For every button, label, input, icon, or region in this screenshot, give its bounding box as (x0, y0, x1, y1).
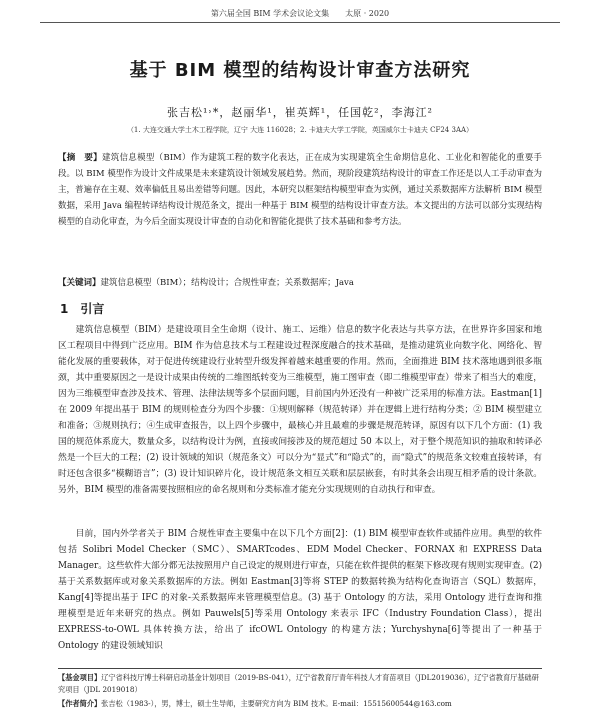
footnote-author-bio (58, 698, 542, 710)
body-paragraph: 目前，国内外学者关于 BIM 合规性审查主要集中在以下几个方面[2]：(1) BIM 模型审查软件或插件应用。典型的软件包括 Solibri Model Checker（SMC）、SMARTcodes、EDM Model Checker、FORNAX 和 EXPRESS Data Manager。这些软件大部分都无法按照用户自己设定的规则进行审查，只能在软件提供的框架下修改现有规则实现审查。(2) 基于关系数据库或对象关系数据库的方法。例如 Eastman[3]等将 STEP 的数据转换为结构化查询语言（SQL）数据库，Kang[4]等提出基于 IFC 的对象-关系数据库来管理模型信息。(3) 基于 Ontology 的方法，采用 Ontology 进行查询和推理模型是近年来研究的热点。例如 Pauwels[5]等采用 Ontology 来表示 IFC（Industry Foundation Class），提出 EXPRESS-to-OWL 具体转换方法，给出了 ifcOWL Ontology 的构建方法；Yurchyshyna[6]等提出了一种基于 Ontology 的建设领域知识 (58, 529, 542, 651)
affiliation: （1. 大连交通大学土木工程学院，辽宁 大连 116028；2. 卡迪夫大学工学院，英国威尔士卡迪夫 CF24 3AA） (126, 126, 474, 134)
footnote-divider (58, 668, 542, 669)
body-paragraph: 建筑信息模型（BIM）是建设项目全生命期（设计、施工、运维）信息的数字化表达与共享方法，在世界许多国家和地区工程项目中得到广泛应用。BIM 作为信息技术与工程建设过程深度融合的技术基础，是推动建筑业向数字化、网络化、智能化发展的重要载体，对于促进传统建设行业转型升级发挥着越来越重要的作用。然而，全面推进 BIM 技术落地遇到很多瓶颈，其中重要原因之一是设计成果由传统的二维图纸转变为三维模型，施工图审查（即二维模型审查）带来了相当大的难度，因为三维模型审查涉及技术、管理、法律法规等多个层面问题，目前国内外还没有一种被广泛采用的标准方法。Eastman[1]在 2009 年提出基于 BIM 的规则检查分为四个步骤：①规则解释（规范转译）并在逻辑上进行结构分类；② BIM 模型建立和准备；③规则执行；④生成审查报告，以上四个步骤中，最核心并且最难的步骤是规范转译，原因有以下几个方面：(1) 我国的规范体系庞大，数量众多，以结构设计为例，直接或间接涉及的规范超过 50 本以上，对于整个规范知识的抽取和转译必然是一个巨大的工程；(2) 设计领域的知识（规范条文）可以分为“显式”和“隐式”的，而“隐式”的规范条文较难直接转译，有时还包含很多“模糊语言”；(3) 设计知识碎片化，设计规范条文相互关联和层层嵌套，有时其条会出现互相矛盾的设计条款。另外，BIM 模型的准备需要按照相应的命名规则和分类标准才能充分实现规则的自动执行和审查。 (58, 325, 542, 495)
header-divider (40, 22, 560, 23)
abstract-text: 建筑信息模型（BIM）作为建筑工程的数字化表达，正在成为实现建筑全生命期信息化、工业化和智能化的重要手段。以 BIM 模型作为设计文件成果是未来建筑设计领域发展趋势。然而，现阶段建筑结构设计的审查工作还是以人工手动审查为主，普遍存在主观、效率偏低且易出差错等问题。因此，本研究以框架结构模型审查为实例，通过关系数据库方法解析 BIM 模型数据，采用 Java 编程转译结构设计规范条文，提出一种基于 BIM 模型的结构设计审查方法。本文提出的方法可以部分实现结构模型的自动化审查，为今后全面实现设计审查的自动化和智能化提供了技术基础和参考方法。 (58, 153, 542, 227)
footnote-funding (58, 672, 542, 696)
running-header: 第六届全国 BIM 学术会议论文集 太原 · 2020 (210, 9, 390, 18)
paper-title: 基于 BIM 模型的结构设计审查方法研究 (129, 60, 471, 81)
footnote-label: 【作者简介】 (58, 699, 102, 708)
abstract-label: 【摘 要】 (58, 153, 102, 163)
section-heading-intro: 1 引言 (60, 302, 105, 316)
footnote-text: 张吉松（1983-），男，博士，硕士生导师，主要研究方向为 BIM 技术。E-mail：15515600544@163.com (101, 699, 452, 708)
keywords-block (58, 276, 542, 288)
keywords-label: 【关键词】 (58, 278, 101, 288)
footnote-label: 【基金项目】 (58, 673, 102, 682)
abstract-block (58, 150, 542, 230)
author-list: 张吉松¹˒*，赵丽华¹，崔英辉¹，任国乾²，李海江² (167, 106, 433, 119)
keywords-text: 建筑信息模型（BIM）；结构设计；合规性审查；关系数据库；Java (100, 278, 354, 288)
footnote-text: 辽宁省科技厅博士科研启动基金计划项目（2019-BS-041），辽宁省教育厅青年科技人才育苗项目（JDL2019036），辽宁省教育厅基础研究项目（JDL 2019018） (58, 673, 539, 694)
